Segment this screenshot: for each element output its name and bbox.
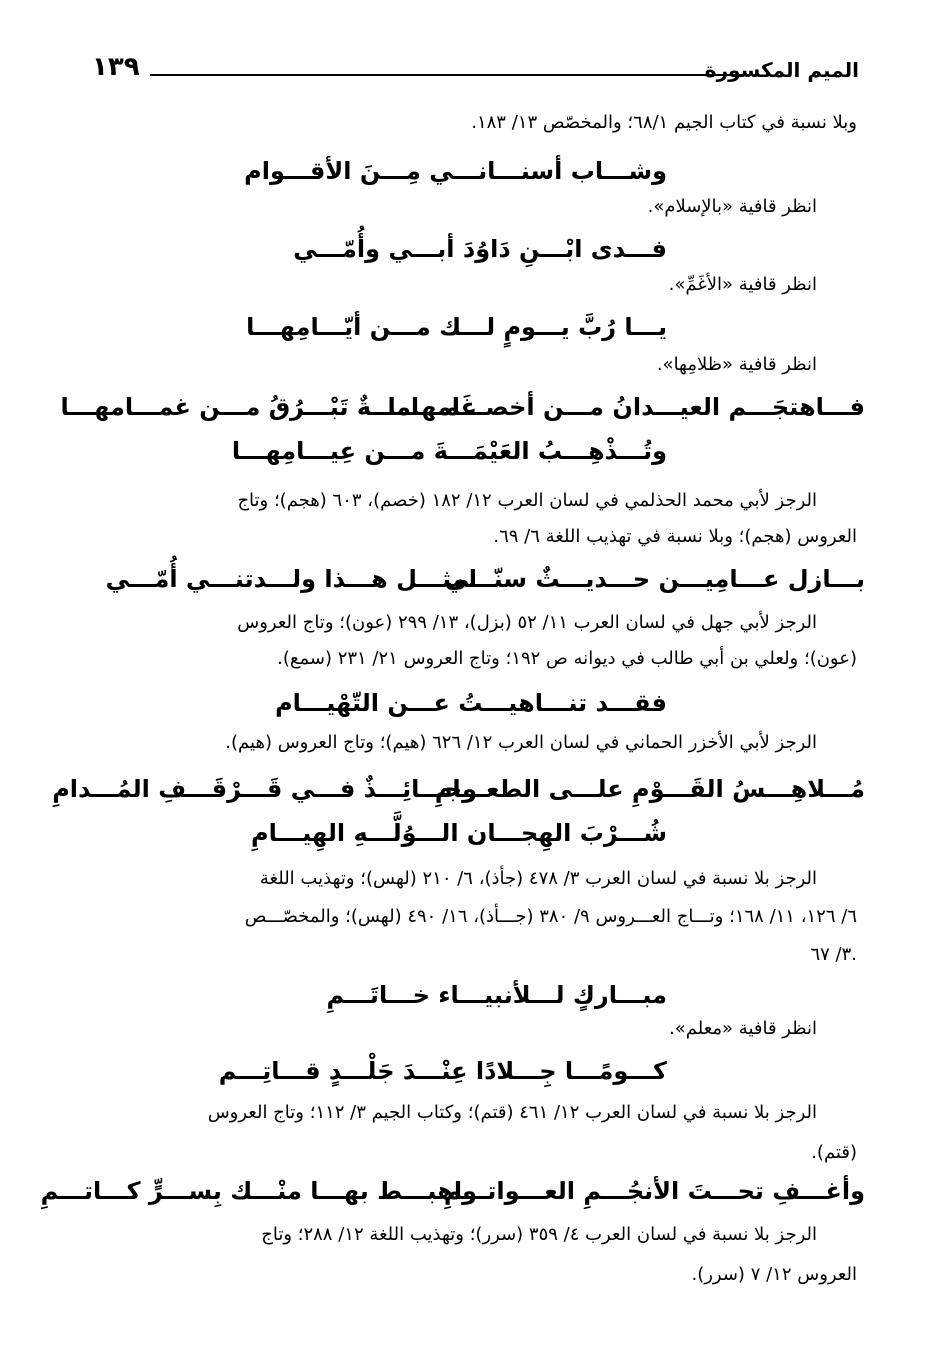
verse-hemistich-left: واهبـــط بهـــا منْـــك بِســـرٍّ كـــاتـــمِ xyxy=(40,1177,477,1205)
page-number: ١٣٩ xyxy=(92,52,140,82)
verse-hemistich-left: وجـــائِـــذٌ فـــي قَـــرْقَـــفِ المُـــدامِ xyxy=(52,775,477,803)
verse-line: فقـــد تنـــاهيـــتُ عـــن التّهْيـــام xyxy=(275,689,667,717)
verse-line: شُـــرْبَ الهِجـــان الـــوُلَّـــهِ الهِيـــامِ xyxy=(251,819,667,847)
citation-line: العروس ١٢/ ٧ (سرر). xyxy=(691,1264,857,1285)
verse-line: وتُـــذْهِـــبُ العَيْمَـــةَ مـــن عِيـــامِهـــا xyxy=(231,437,667,465)
citation-line: العروس (هجم)؛ وبلا نسبة في تهذيب اللغة ٦/ ٦٩. xyxy=(493,526,857,547)
verse-line: كـــومًـــا جِـــلادًا عِنْـــدَ جَلْـــدٍ قـــاتِـــم xyxy=(218,1057,667,1085)
citation-line: وبلا نسبة في كتاب الجيم ٦٨/١؛ والمخصّص ١٣/ ١٨٣. xyxy=(471,112,857,133)
verse-line: مبـــاركٍ لـــلأنبيـــاء خـــاتَـــمِ xyxy=(326,981,667,1009)
cross-reference: انظر قافية «ظلامِها». xyxy=(656,354,817,375)
verse-hemistich-right: مُـــلاهِـــسُ القَـــوْمِ علـــى الطعـــامِ xyxy=(434,775,865,803)
verse-line: فـــدى ابْـــنِ دَاوُدَ أبـــي وأُمّـــي xyxy=(293,235,667,263)
citation-line: ٣/ ٦٧. xyxy=(810,944,857,965)
running-header-title: الميم المكسورة xyxy=(704,58,859,82)
citation-line: الرجز بلا نسبة في لسان العرب ٤/ ٣٥٩ (سرر)؛ وتهذيب اللغة ١٢/ ٢٨٨؛ وتاج xyxy=(261,1224,817,1245)
citation-line: (عون)؛ ولعلي بن أبي طالب في ديوانه ص ١٩٢؛ وتاج العروس ٢١/ ٢٣١ (سمع). xyxy=(277,648,857,669)
verse-hemistich-right: وأغـــفِ تحـــتَ الأنجُـــمِ العـــواتـــمِ xyxy=(443,1177,865,1205)
citation-line: الرجز لأبي محمد الحذلمي في لسان العرب ١٢/ ١٨٢ (خصم)، ٦٠٣ (هجم)؛ وتاج xyxy=(237,490,817,511)
citation-line: ٦/ ١٢٦، ١١/ ١٦٨؛ وتـــاج العـــروس ٩/ ٣٨٠ (جـــأذ)، ١٦/ ٤٩٠ (لهس)؛ والمخصّـــص xyxy=(244,906,857,927)
citation-line: الرجز بلا نسبة في لسان العرب ١٢/ ٤٦١ (قتم)؛ وكتاب الجيم ٣/ ١١٢؛ وتاج العروس xyxy=(207,1102,817,1123)
verse-line: وشـــاب أسنـــانـــي مِـــنَ الأقـــوام xyxy=(244,157,667,185)
verse-hemistich-right: فـــاهتجَـــم العيـــدانُ مـــن أخصـــامهـــا xyxy=(387,393,865,421)
citation-line: الرجز بلا نسبة في لسان العرب ٣/ ٤٧٨ (جأذ)، ٦/ ٢١٠ (لهس)؛ وتهذيب اللغة xyxy=(259,868,817,889)
verse-line: يـــا رُبَّ يـــومٍ لـــك مـــن أيّـــامِهـــا xyxy=(246,313,667,341)
verse-hemistich-left: لمثـــل هـــذا ولـــدتنـــي أُمّـــي xyxy=(105,565,477,593)
citation-line: الرجز لأبي جهل في لسان العرب ١١/ ٥٢ (بزل)، ١٣/ ٢٩٩ (عون)؛ وتاج العروس xyxy=(237,612,817,633)
verse-hemistich-right: بـــازل عـــامِيـــن حـــديـــثٌ سنّـــي xyxy=(444,565,865,593)
citation-line: (قتم). xyxy=(811,1142,857,1163)
cross-reference: انظر قافية «بالإسلام». xyxy=(647,196,817,217)
verse-hemistich-left: غَمـــامـــةٌ تَبْـــرُقُ مـــن غمـــامهـــا xyxy=(60,393,477,421)
cross-reference: انظر قافية «الأغَمِّ». xyxy=(668,274,817,295)
cross-reference: انظر قافية «معلم». xyxy=(669,1018,817,1039)
citation-line: الرجز لأبي الأخزر الحماني في لسان العرب ١٢/ ٦٢٦ (هيم)؛ وتاج العروس (هيم). xyxy=(225,732,817,753)
header-rule xyxy=(150,74,751,76)
